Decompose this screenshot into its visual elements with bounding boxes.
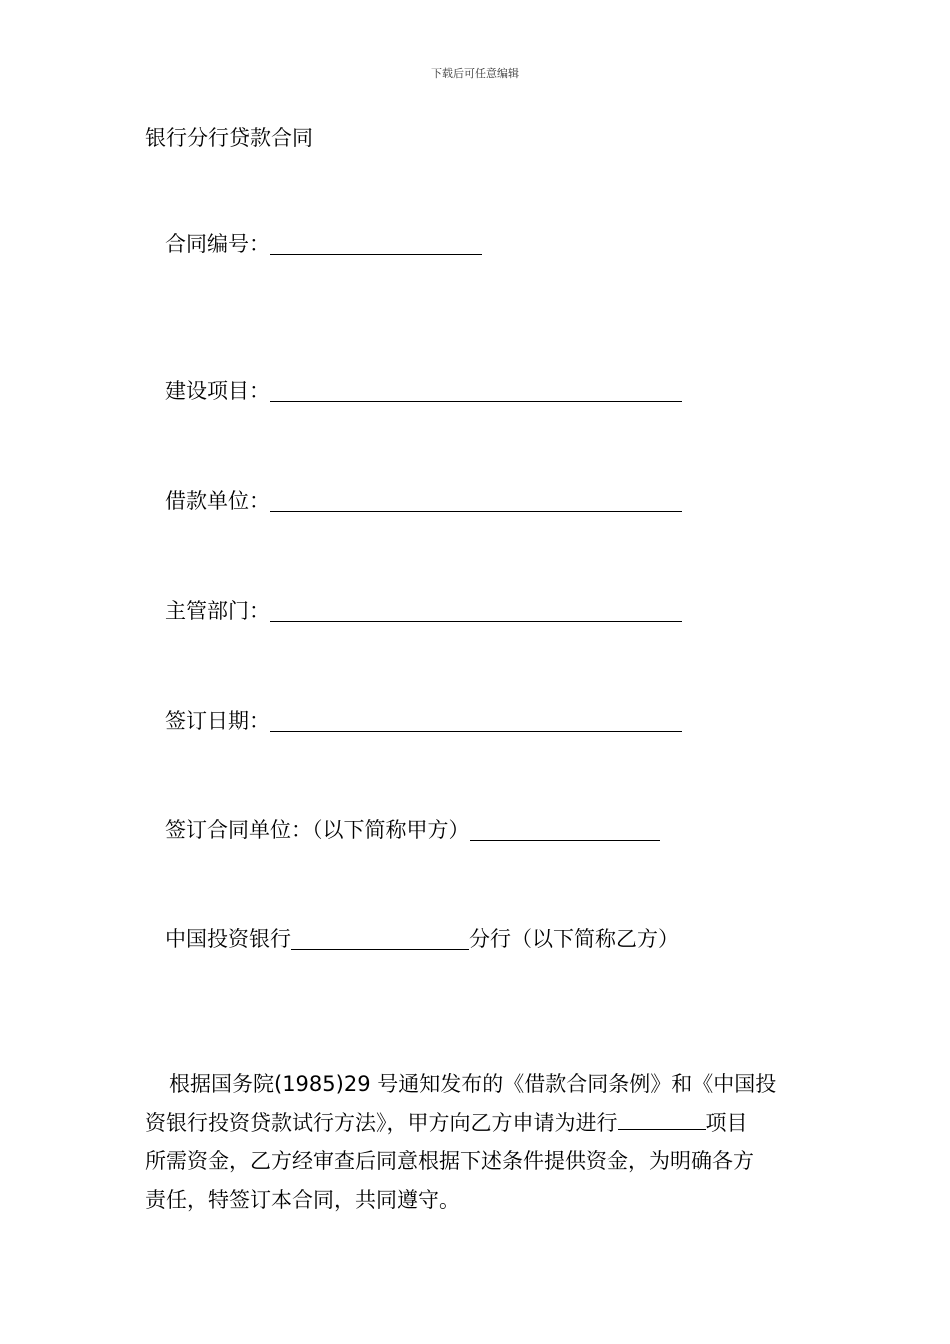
contract-number-blank (270, 230, 482, 255)
sign-date-label: 签订日期： (165, 709, 270, 733)
party-b-branch-blank (291, 925, 469, 950)
party-a-blank (470, 816, 660, 841)
borrower-label: 借款单位： (165, 489, 270, 513)
sign-date-blank (270, 707, 682, 732)
paragraph-line-1: 根据国务院(1985)29 号通知发布的《借款合同条例》和《中国投 (169, 1072, 777, 1096)
project-label: 建设项目： (165, 379, 270, 403)
paragraph-line-2-start: 资银行投资贷款试行方法》，甲方向乙方申请为进行 (145, 1110, 618, 1135)
party-b-prefix: 中国投资银行 (165, 927, 291, 951)
header-note: 下载后可任意编辑 (431, 67, 519, 80)
party-b-row (165, 923, 679, 953)
paragraph-line-2 (145, 1104, 807, 1143)
department-blank (270, 597, 682, 622)
contract-number-label: 合同编号： (165, 232, 270, 256)
basis-paragraph (145, 1065, 807, 1219)
project-inline-blank (618, 1107, 706, 1130)
borrower-row (165, 485, 682, 515)
department-row (165, 595, 682, 625)
party-a-row (165, 814, 660, 844)
contract-number-row (165, 228, 482, 258)
sign-date-row (165, 705, 682, 735)
borrower-blank (270, 487, 682, 512)
paragraph-line-3: 所需资金，乙方经审查后同意根据下述条件提供资金，为明确各方 (145, 1149, 754, 1173)
paragraph-line-2-end: 项目 (705, 1110, 748, 1135)
document-title: 银行分行贷款合同 (145, 126, 313, 150)
party-b-suffix: 分行（以下简称乙方） (469, 927, 679, 951)
project-row (165, 375, 682, 405)
paragraph-line-4: 责任，特签订本合同，共同遵守。 (145, 1187, 460, 1212)
department-label: 主管部门： (165, 599, 270, 623)
party-a-label: 签订合同单位：（以下简称甲方） (165, 818, 470, 842)
project-blank (270, 377, 682, 402)
